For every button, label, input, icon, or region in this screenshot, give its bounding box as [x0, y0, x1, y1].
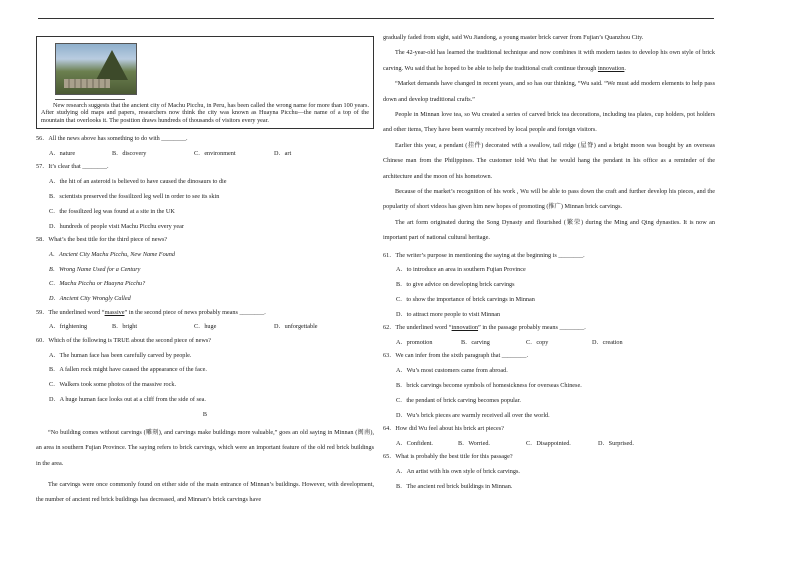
- machu-picchu-photo: [55, 43, 137, 95]
- left-column: [36, 30, 374, 508]
- option: A．nature: [49, 150, 76, 158]
- passage-paragraph: The carvings were once commonly found on either side of the main entrance of Minnan’s buildings. However, with development, the number of ancient red brick buildings has decreased, and Minnan’s brick carvings have: [36, 481, 374, 504]
- mountain-peak-shape: [96, 50, 128, 80]
- news-text: New research suggests that the ancient city of Machu Picchu, in Peru, has been called the wrong name for more than 100 years. After studying old maps and papers, researchers now think the city was known as Huayna Picchu—the name of a top of the mountain that overlooks it. The position draws hundreds of thousands of visitors every year.: [41, 102, 369, 124]
- passage-paragraph: gradually faded from sight, said Wu Jiandong, a young master brick carver from Fujian’s Quanzhou City.: [383, 34, 644, 41]
- option: A．Wu’s most customers came from abroad.: [396, 367, 508, 375]
- passage-paragraph: [383, 45, 715, 76]
- question-61-stem: 61．The writer’s purpose in mentioning the saying at the beginning is ________.: [383, 251, 585, 259]
- option: A．Confident.: [396, 439, 433, 447]
- stem-part: ” in the second piece of news probably means ________.: [124, 308, 266, 316]
- option: B．to give advice on developing brick carvings: [396, 281, 515, 289]
- option: D．to attract more people to visit Minnan: [396, 310, 501, 318]
- passage-paragraph: “Market demands have changed in recent years, and so has our thinking, “Wu said. “We must add modern elements to help pass down and develop traditional crafts.”: [383, 80, 715, 103]
- news-separator: [55, 99, 125, 100]
- question-58-stem: 58．What’s the best title for the third piece of news?: [36, 236, 168, 244]
- stem-part: 62．The underlined word “: [383, 324, 452, 332]
- underlined-word: innovation: [451, 324, 479, 332]
- option: A．frightening: [49, 323, 88, 331]
- option: C．to show the importance of brick carvings in Minnan: [396, 296, 535, 304]
- question-64-stem: 64．How did Wu feel about his brick art pieces?: [383, 425, 504, 433]
- ruins-shape: [64, 79, 110, 88]
- question-65-stem: 65．What is probably the best title for this passage?: [383, 453, 513, 461]
- option: A．Ancient City Machu Picchu, New Name Found: [49, 250, 175, 258]
- option: A．promotion: [396, 339, 433, 347]
- passage-paragraph: The art form originated during the Song Dynasty and flourished (繁荣) during the Ming and Qing dynasties. It is now an important part of national cultural heritage.: [383, 218, 715, 242]
- option: D．Ancient City Wrongly Called: [49, 295, 131, 303]
- option: C．Machu Picchu or Huayna Picchu?: [49, 280, 146, 288]
- option: D．A huge human face looks out at a cliff from the side of sea.: [49, 396, 206, 403]
- option: C．Walkers took some photos of the massive rock.: [49, 381, 177, 389]
- question-64-options: [396, 440, 715, 447]
- option: B．A fallen rock might have caused the appearance of the face.: [49, 366, 207, 374]
- passage-paragraph: Because of the market’s recognition of his work , Wu will be able to pass down the craft and further develop his pieces, and the popularity of short videos has given him new hopes of promoting (推广) Minnan brick carvings.: [383, 188, 715, 211]
- option: D．Wu’s brick pieces are warmly received all over the world.: [396, 411, 550, 419]
- question-57-stem: 57．It’s clear that ________.: [36, 163, 109, 171]
- option: A．the hit of an asteroid is believed to have caused the dinosaurs to die: [49, 178, 227, 186]
- question-62-stem: [383, 324, 715, 331]
- right-column: [383, 30, 715, 490]
- section-heading: B: [202, 411, 208, 419]
- underlined-word: massive: [104, 308, 125, 316]
- question-62-options: [396, 339, 715, 346]
- option: B．discovery: [112, 150, 147, 158]
- top-rule: [38, 18, 714, 19]
- option: A．to introduce an area in southern Fujian Province: [396, 266, 526, 274]
- question-59-options: [49, 323, 374, 330]
- option: A．An artist with his own style of brick carvings.: [396, 468, 520, 476]
- passage-paragraph: Earlier this year, a pendant (挂件) decorated with a swallow, tail ridge (屋脊) and a bright moon was bought by an overseas Chinese man from the Philippines. The customer told Wu that he would hang the pendant in his office as a reminder of the architecture and the moon of his hometown.: [383, 141, 715, 180]
- option: D．art: [274, 150, 292, 158]
- option: B．brick carvings become symbols of homesickness for overseas Chinese.: [396, 382, 582, 390]
- option: A．The human face has been carefully carved by people.: [49, 351, 192, 359]
- option: C．huge: [194, 323, 217, 331]
- option: C．environment: [194, 150, 236, 158]
- option: D．Surprised.: [598, 439, 634, 447]
- paragraph-text: The 42-year-old has learned the traditional technique and now combines it with modern tastes to develop his own style of brick carving. Wu said that he hoped to be able to help the traditional craft continue through: [383, 49, 715, 72]
- option: D．creation: [592, 339, 623, 347]
- paragraph-text: .: [624, 64, 626, 72]
- question-63-stem: 63．We can infer from the sixth paragraph that ________.: [383, 352, 529, 360]
- question-56-stem: 56．All the news above has something to do with ________.: [36, 135, 188, 143]
- news-box: [36, 36, 374, 129]
- option: B．Worried.: [458, 439, 490, 447]
- option: C．the fossilized leg was found at a site in the UK: [49, 207, 175, 215]
- option: B．Wrong Name Used for a Century: [49, 265, 141, 273]
- option: D．hundreds of people visit Machu Picchu every year: [49, 222, 184, 230]
- option: C．the pendant of brick carving becomes popular.: [396, 396, 521, 404]
- stem-part: 59．The underlined word “: [36, 308, 105, 316]
- question-60-stem: 60．Which of the following is TRUE about the second piece of news?: [36, 336, 211, 344]
- passage-paragraph: People in Minnan love tea, so Wu created a series of carved brick tea decorations, including tea plates, cup holders, pot holders and other items, They have been warmly received by local people and foreign visitors.: [383, 111, 715, 134]
- option: B．The ancient red brick buildings in Minnan.: [396, 482, 513, 490]
- option: C．Disappointed.: [526, 439, 571, 447]
- question-56-options: [49, 150, 374, 157]
- option: B．bright: [112, 323, 138, 331]
- question-59-stem: [36, 309, 374, 316]
- option: C．copy: [526, 339, 549, 347]
- underlined-word: innovation: [597, 64, 625, 72]
- stem-part: ” in the passage probably means ________.: [478, 324, 586, 332]
- option: D．unforgettable: [274, 323, 318, 331]
- passage-paragraph: “No building comes without carvings (雕刻), and carvings make buildings more valuable,” goes an old saying in Minnan (闽南), an area in southern Fujian Province. The saying refers to brick carvings, which were an important feature of the old red brick buildings in the area.: [36, 428, 374, 467]
- option: B．carving: [461, 339, 490, 347]
- option: B．scientists preserved the fossilized leg well in order to see its skin: [49, 193, 220, 201]
